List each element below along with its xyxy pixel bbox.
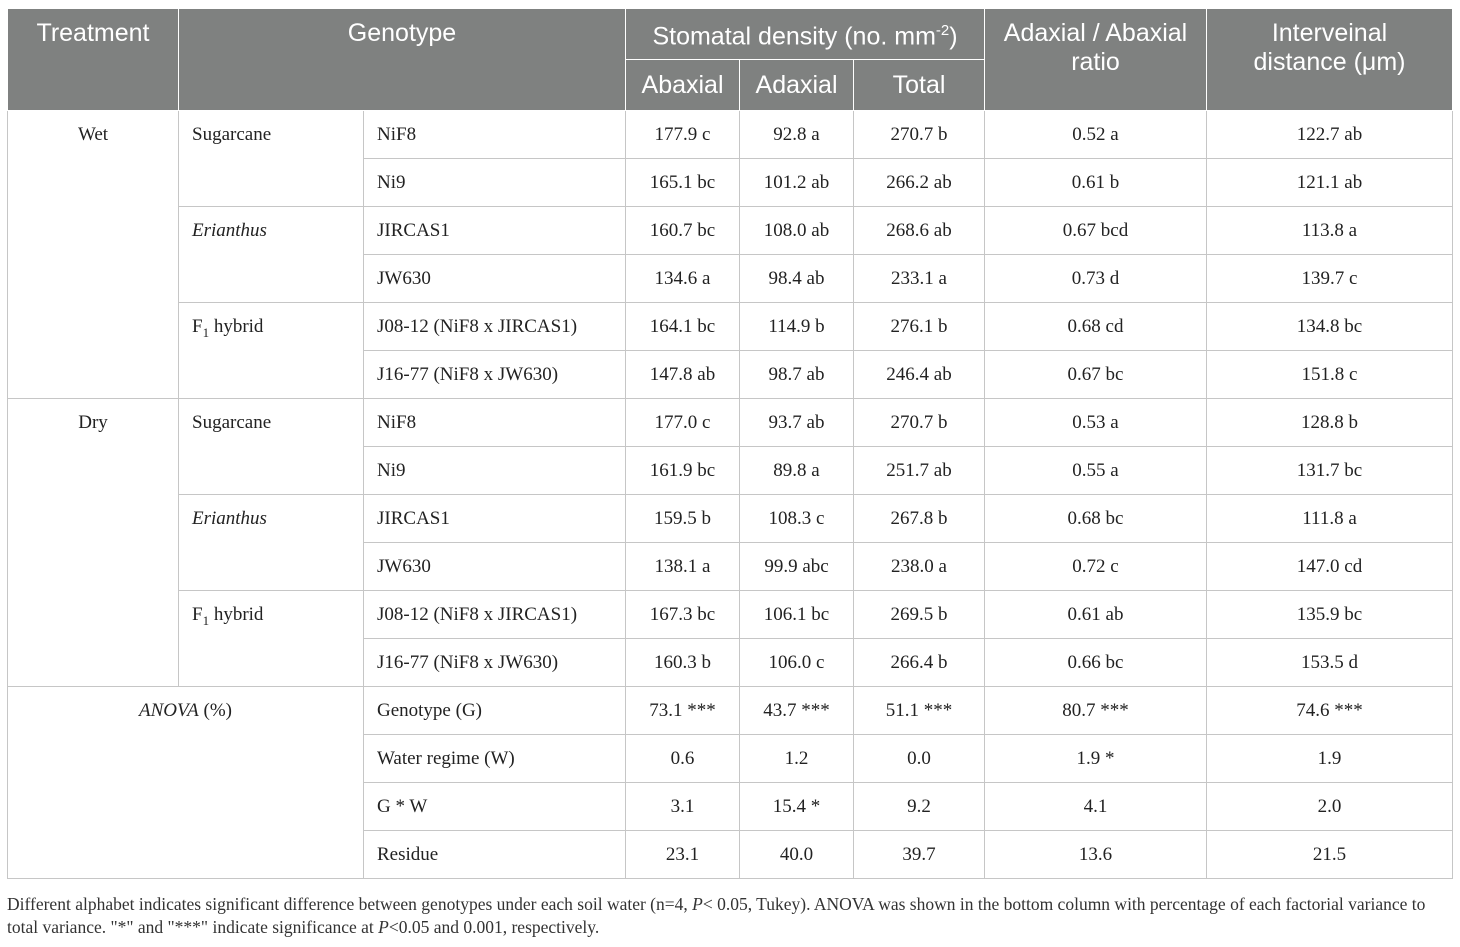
ratio-cell: 0.53 a <box>985 399 1207 447</box>
genotype-cell: NiF8 <box>364 399 626 447</box>
total-cell: 270.7 b <box>854 399 985 447</box>
adaxial-cell: 106.1 bc <box>740 591 854 639</box>
total-cell: 267.8 b <box>854 495 985 543</box>
header-treatment: Treatment <box>8 9 179 111</box>
abaxial-cell: 177.9 c <box>626 111 740 159</box>
abaxial-cell: 147.8 ab <box>626 351 740 399</box>
genotype-cell: JIRCAS1 <box>364 495 626 543</box>
abaxial-cell: 3.1 <box>626 783 740 831</box>
genotype-cell: Genotype (G) <box>364 687 626 735</box>
footnote-p-1: P <box>692 894 703 914</box>
table-row <box>8 111 1453 159</box>
header-interveinal <box>1207 9 1453 111</box>
table-row <box>8 687 1453 735</box>
ratio-cell: 0.66 bc <box>985 639 1207 687</box>
abaxial-cell: 164.1 bc <box>626 303 740 351</box>
adaxial-cell: 98.4 ab <box>740 255 854 303</box>
total-cell: 269.5 b <box>854 591 985 639</box>
genotype-cell: G * W <box>364 783 626 831</box>
ratio-cell: 0.73 d <box>985 255 1207 303</box>
ratio-cell: 0.72 c <box>985 543 1207 591</box>
group-erianthus: Erianthus <box>179 495 364 591</box>
table-row <box>8 303 1453 351</box>
f1-subscript: 1 <box>202 612 210 628</box>
interveinal-cell: 1.9 <box>1207 735 1453 783</box>
interveinal-cell: 111.8 a <box>1207 495 1453 543</box>
abaxial-cell: 167.3 bc <box>626 591 740 639</box>
ratio-cell: 4.1 <box>985 783 1207 831</box>
genotype-cell: J16-77 (NiF8 x JW630) <box>364 639 626 687</box>
ratio-cell: 0.61 ab <box>985 591 1207 639</box>
interveinal-cell: 113.8 a <box>1207 207 1453 255</box>
interveinal-line1: Interveinal <box>1271 19 1388 47</box>
treatment-dry: Dry <box>8 399 179 687</box>
group-sugarcane: Sugarcane <box>179 399 364 495</box>
interveinal-cell: 2.0 <box>1207 783 1453 831</box>
genotype-cell: JW630 <box>364 255 626 303</box>
interveinal-line2: distance (μm) <box>1253 48 1406 76</box>
interveinal-cell: 147.0 cd <box>1207 543 1453 591</box>
abaxial-cell: 134.6 a <box>626 255 740 303</box>
ratio-cell: 0.55 a <box>985 447 1207 495</box>
table-footnote <box>7 893 1453 939</box>
f1-prefix: F <box>192 316 203 337</box>
abaxial-cell: 161.9 bc <box>626 447 740 495</box>
adaxial-cell: 15.4 * <box>740 783 854 831</box>
total-cell: 270.7 b <box>854 111 985 159</box>
genotype-cell: NiF8 <box>364 111 626 159</box>
interveinal-cell: 134.8 bc <box>1207 303 1453 351</box>
genotype-cell: Residue <box>364 831 626 879</box>
interveinal-cell: 151.8 c <box>1207 351 1453 399</box>
f1-suffix: hybrid <box>209 316 264 337</box>
ratio-cell: 0.67 bc <box>985 351 1207 399</box>
ratio-cell: 1.9 * <box>985 735 1207 783</box>
interveinal-cell: 21.5 <box>1207 831 1453 879</box>
adaxial-cell: 114.9 b <box>740 303 854 351</box>
interveinal-cell: 135.9 bc <box>1207 591 1453 639</box>
interveinal-cell: 74.6 *** <box>1207 687 1453 735</box>
header-ratio <box>985 9 1207 111</box>
total-cell: 51.1 *** <box>854 687 985 735</box>
treatment-wet: Wet <box>8 111 179 399</box>
ratio-cell: 13.6 <box>985 831 1207 879</box>
ratio-cell: 0.61 b <box>985 159 1207 207</box>
footnote-text-1: Different alphabet indicates significant difference between genotypes under each soil water (n=4, <box>7 894 693 914</box>
ratio-cell: 80.7 *** <box>985 687 1207 735</box>
ratio-cell: 0.68 bc <box>985 495 1207 543</box>
total-cell: 266.4 b <box>854 639 985 687</box>
interveinal-cell: 131.7 bc <box>1207 447 1453 495</box>
footnote-text-2: < 0.05, Tukey). ANOVA was shown in the bottom column with percentage of each factorial variance to total variance. "*" and "***" indicate significance at <box>7 894 1426 937</box>
genotype-cell: Ni9 <box>364 447 626 495</box>
abaxial-cell: 138.1 a <box>626 543 740 591</box>
genotype-cell: Ni9 <box>364 159 626 207</box>
genotype-cell: JIRCAS1 <box>364 207 626 255</box>
abaxial-cell: 177.0 c <box>626 399 740 447</box>
footnote-p-2: P <box>378 917 389 937</box>
adaxial-cell: 40.0 <box>740 831 854 879</box>
abaxial-cell: 160.7 bc <box>626 207 740 255</box>
table-row <box>8 495 1453 543</box>
stomatal-data-table <box>7 8 1453 879</box>
adaxial-cell: 108.3 c <box>740 495 854 543</box>
interveinal-cell: 122.7 ab <box>1207 111 1453 159</box>
abaxial-cell: 159.5 b <box>626 495 740 543</box>
stomatal-density-close: ) <box>949 22 958 51</box>
abaxial-cell: 23.1 <box>626 831 740 879</box>
adaxial-cell: 99.9 abc <box>740 543 854 591</box>
genotype-cell: Water regime (W) <box>364 735 626 783</box>
ratio-cell: 0.52 a <box>985 111 1207 159</box>
f1-subscript: 1 <box>202 324 210 340</box>
ratio-cell: 0.68 cd <box>985 303 1207 351</box>
group-f1-hybrid <box>179 303 364 399</box>
adaxial-cell: 1.2 <box>740 735 854 783</box>
total-cell: 251.7 ab <box>854 447 985 495</box>
anova-label <box>8 687 364 879</box>
group-sugarcane: Sugarcane <box>179 111 364 207</box>
group-f1-hybrid <box>179 591 364 687</box>
f1-prefix: F <box>192 604 203 625</box>
ratio-line2: ratio <box>1071 48 1120 76</box>
genotype-cell: J08-12 (NiF8 x JIRCAS1) <box>364 591 626 639</box>
adaxial-cell: 92.8 a <box>740 111 854 159</box>
total-cell: 238.0 a <box>854 543 985 591</box>
genotype-cell: JW630 <box>364 543 626 591</box>
header-adaxial: Adaxial <box>740 60 854 111</box>
total-cell: 276.1 b <box>854 303 985 351</box>
total-cell: 233.1 a <box>854 255 985 303</box>
footnote-text-3: <0.05 and 0.001, respectively. <box>388 917 600 937</box>
interveinal-cell: 121.1 ab <box>1207 159 1453 207</box>
stomatal-density-label: Stomatal density (no. mm <box>652 22 936 51</box>
adaxial-cell: 89.8 a <box>740 447 854 495</box>
abaxial-cell: 165.1 bc <box>626 159 740 207</box>
stomatal-density-exponent: -2 <box>935 22 950 40</box>
header-stomatal-density <box>626 9 985 60</box>
total-cell: 9.2 <box>854 783 985 831</box>
abaxial-cell: 160.3 b <box>626 639 740 687</box>
interveinal-cell: 128.8 b <box>1207 399 1453 447</box>
total-cell: 268.6 ab <box>854 207 985 255</box>
adaxial-cell: 43.7 *** <box>740 687 854 735</box>
interveinal-cell: 153.5 d <box>1207 639 1453 687</box>
interveinal-cell: 139.7 c <box>1207 255 1453 303</box>
anova-label-unit: (%) <box>198 700 233 721</box>
group-erianthus: Erianthus <box>179 207 364 303</box>
table-row <box>8 591 1453 639</box>
adaxial-cell: 108.0 ab <box>740 207 854 255</box>
table-row <box>8 399 1453 447</box>
total-cell: 266.2 ab <box>854 159 985 207</box>
adaxial-cell: 98.7 ab <box>740 351 854 399</box>
total-cell: 0.0 <box>854 735 985 783</box>
abaxial-cell: 0.6 <box>626 735 740 783</box>
genotype-cell: J08-12 (NiF8 x JIRCAS1) <box>364 303 626 351</box>
ratio-cell: 0.67 bcd <box>985 207 1207 255</box>
table-row <box>8 207 1453 255</box>
total-cell: 39.7 <box>854 831 985 879</box>
adaxial-cell: 101.2 ab <box>740 159 854 207</box>
header-abaxial: Abaxial <box>626 60 740 111</box>
ratio-line1: Adaxial / Abaxial <box>1003 19 1188 47</box>
header-total: Total <box>854 60 985 111</box>
f1-suffix: hybrid <box>209 604 264 625</box>
abaxial-cell: 73.1 *** <box>626 687 740 735</box>
anova-label-text: ANOVA <box>138 700 199 721</box>
header-genotype: Genotype <box>179 9 626 111</box>
total-cell: 246.4 ab <box>854 351 985 399</box>
adaxial-cell: 106.0 c <box>740 639 854 687</box>
genotype-cell: J16-77 (NiF8 x JW630) <box>364 351 626 399</box>
adaxial-cell: 93.7 ab <box>740 399 854 447</box>
